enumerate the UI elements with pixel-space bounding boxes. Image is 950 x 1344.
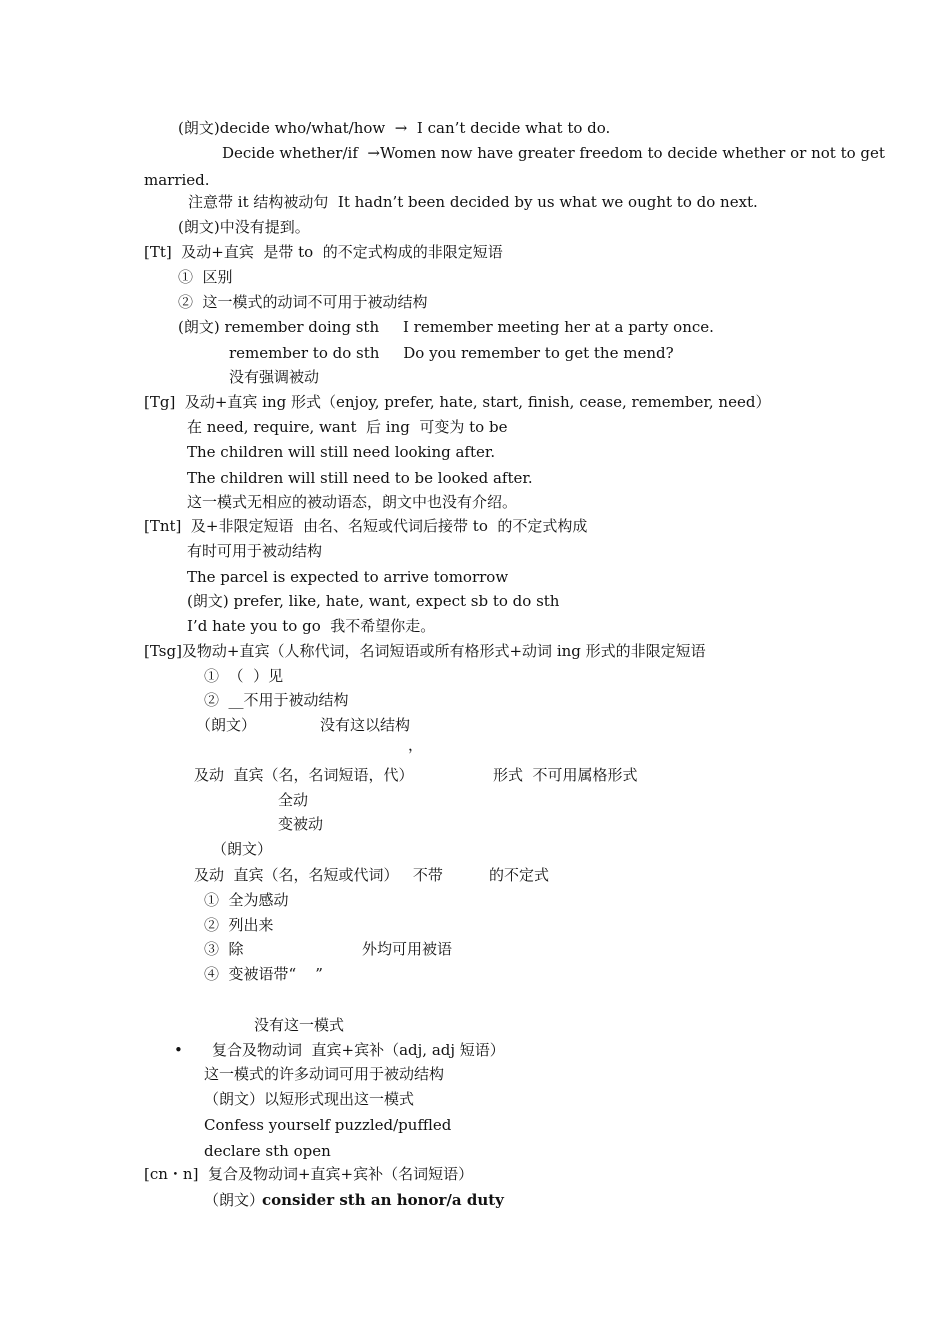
- text-line: 及动 直宾（名，名词短语，代）: [194, 766, 414, 784]
- section-heading: [Tt] 及动+直宾 是带 to 的不定式构成的非限定短语: [144, 243, 503, 261]
- text-line: 外均可用被语: [362, 940, 453, 958]
- text-line: ① （ ）见: [204, 667, 284, 685]
- text-line: 形式 不可用属格形式: [493, 766, 638, 784]
- text-line: 全动: [278, 791, 309, 809]
- text-line: The parcel is expected to arrive tomorrow: [187, 568, 509, 586]
- text-line: 在 need, require, want 后 ing 可变为 to be: [187, 418, 508, 436]
- text-line: 没有这一模式: [254, 1016, 345, 1034]
- text-line: 没有这以结构: [320, 716, 411, 734]
- text-line: ① 区别: [178, 268, 233, 286]
- text-line: 有时可用于被动结构: [187, 542, 323, 560]
- text-line: （朗文）以短形式现出这一模式: [204, 1090, 415, 1108]
- text-line: (朗文) remember doing sth I remember meeting her at a party once.: [178, 318, 714, 336]
- text-line: The children will still need to be looked after.: [187, 469, 533, 487]
- text-line: 没有强调被动: [229, 368, 320, 386]
- text-line: 的不定式: [489, 866, 550, 884]
- text-line: （朗文）: [196, 716, 257, 734]
- text-line: Confess yourself puzzled/puffled: [204, 1116, 452, 1134]
- text-line: I’d hate you to go 我不希望你走。: [187, 617, 436, 635]
- section-heading: [Tg] 及动+直宾 ing 形式（enjoy, prefer, hate, start, finish, cease, remember, need）: [144, 393, 771, 411]
- bullet: •: [174, 1041, 183, 1059]
- text-line: married.: [144, 171, 210, 189]
- text-line: ，: [408, 736, 424, 754]
- text-line: （朗文）: [212, 840, 273, 858]
- text-line: remember to do sth Do you remember to get the mend?: [229, 344, 674, 362]
- text-line: 这一模式的许多动词可用于被动结构: [204, 1065, 445, 1083]
- text-line: 注意带 it 结构被动句 It hadn’t been decided by us what we ought to do next.: [188, 193, 758, 211]
- text-line: 这一模式无相应的被动语态，朗文中也没有介绍。: [187, 493, 518, 511]
- text-line: 变被动: [278, 815, 324, 833]
- section-heading: [Tsg]及物动+直宾（人称代词，名词短语或所有格形式+动词 ing 形式的非限定短语: [144, 642, 706, 660]
- text-line: （朗文）: [204, 1191, 265, 1209]
- text-line: The children will still need looking after.: [187, 443, 496, 461]
- text-line: ② __不用于被动结构: [204, 691, 349, 709]
- section-heading: [cn・n] 复合及物动词+直宾+宾补（名词短语）: [144, 1165, 474, 1183]
- text-line: (朗文)中没有提到。: [178, 218, 310, 236]
- text-line: Decide whether/if →Women now have greater freedom to decide whether or not to get: [222, 144, 885, 162]
- text-line: 复合及物动词 直宾+宾补（adj, adj 短语）: [212, 1041, 505, 1059]
- text-line: ② 这一模式的动词不可用于被动结构: [178, 293, 428, 311]
- text-line: (朗文)decide who/what/how → I can’t decide what to do.: [178, 119, 611, 137]
- bold-example: consider sth an honor/a duty: [262, 1191, 504, 1209]
- section-heading: [Tnt] 及+非限定短语 由名、名短或代词后接带 to 的不定式构成: [144, 517, 588, 535]
- text-line: 及动 直宾（名，名短或代词） 不带: [194, 866, 443, 884]
- text-line: ③ 除: [204, 940, 244, 958]
- text-line: declare sth open: [204, 1142, 331, 1160]
- text-line: ② 列出来: [204, 916, 274, 934]
- text-line: ④ 变被语带“ ”: [204, 965, 323, 983]
- text-line: (朗文) prefer, like, hate, want, expect sb to do sth: [187, 592, 560, 610]
- text-line: ① 全为感动: [204, 891, 289, 909]
